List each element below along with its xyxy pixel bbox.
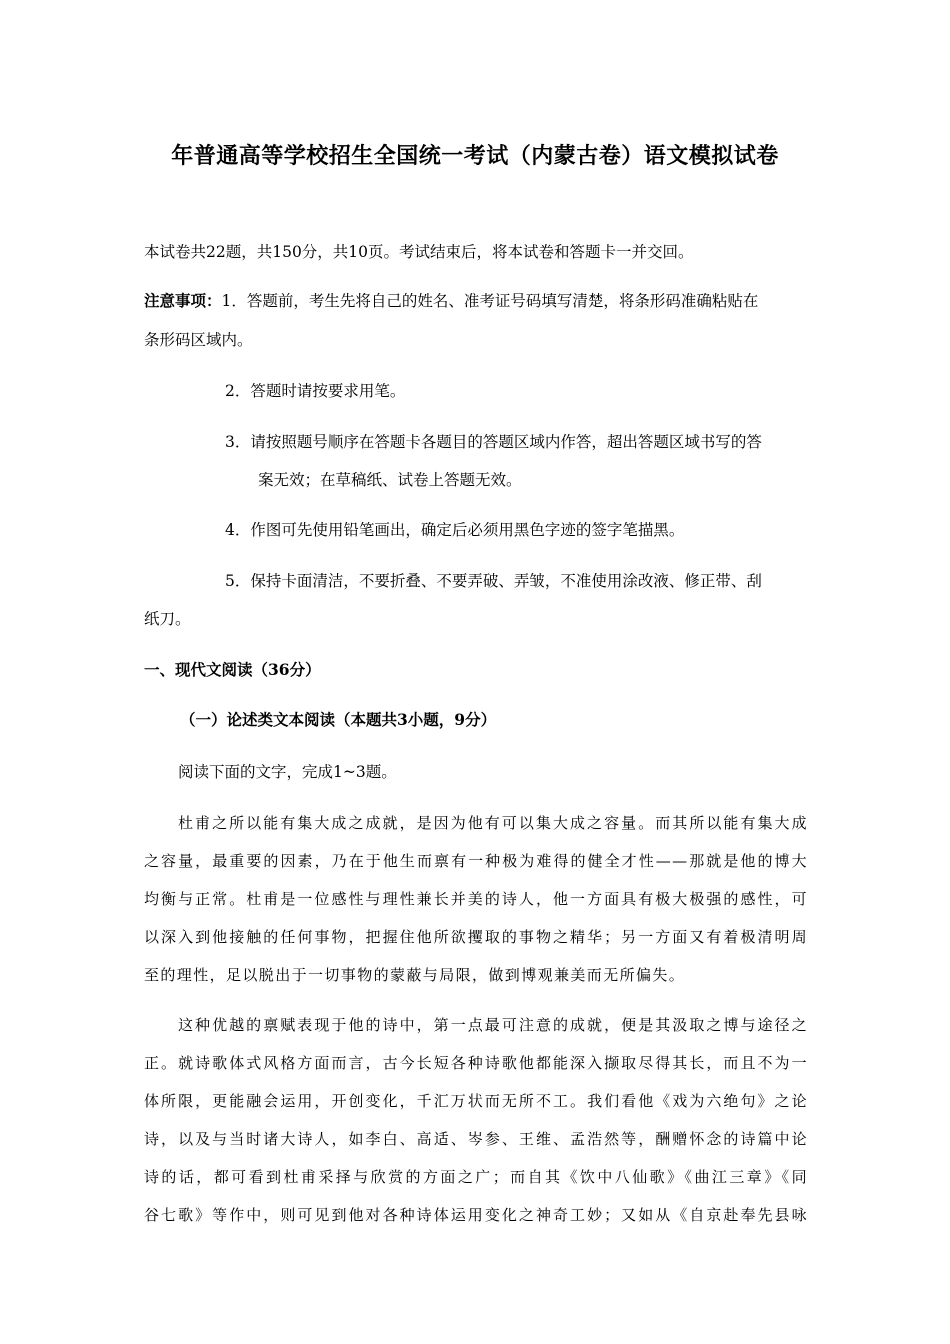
passage-line: 以深入到他接触的任何事物，把握住他所欲攫取的事物之精华；另一方面又有着极清明周 (144, 928, 808, 946)
passage-line: 正。就诗歌体式风格方面而言，古今长短各种诗歌他都能深入撷取尽得其长，而且不为一 (144, 1054, 808, 1072)
exam-intro: 本试卷共22题，共150分，共10页。考试结束后，将本试卷和答题卡一并交回。 (144, 243, 694, 261)
notice-item-1-cont: 条形码区域内。 (144, 331, 253, 349)
notice-item-3: 3．请按照题号顺序在答题卡各题目的答题区域内作答，超出答题区域书写的答 (225, 433, 762, 451)
passage-line: 诗的话，都可看到杜甫采择与欣赏的方面之广；而自其《饮中八仙歌》《曲江三章》《同 (144, 1168, 808, 1186)
notice-item-5: 5．保持卡面清洁，不要折叠、不要弄破、弄皱，不准使用涂改液、修正带、刮 (225, 572, 762, 590)
passage-line: 均衡与正常。杜甫是一位感性与理性兼长并美的诗人，他一方面具有极大极强的感性，可 (144, 890, 808, 908)
section-heading: 一、现代文阅读（36分） (144, 660, 321, 679)
passage-line: 这种优越的禀赋表现于他的诗中，第一点最可注意的成就，便是其汲取之博与途径之 (178, 1016, 808, 1034)
passage-line: 谷七歌》等作中，则可见到他对各种诗体运用变化之神奇工妙；又如从《自京赴奉先县咏 (144, 1206, 808, 1224)
passage-line: 至的理性，足以脱出于一切事物的蒙蔽与局限，做到博观兼美而无所偏失。 (144, 966, 686, 984)
sub-section-heading: （一）论述类文本阅读（本题共3小题，9分） (180, 710, 497, 729)
notice-item-3-cont: 案无效；在草稿纸、试卷上答题无效。 (258, 471, 522, 489)
notice-label: 注意事项： (144, 291, 222, 310)
passage-line: 诗，以及与当时诸大诗人，如李白、高适、岑参、王维、孟浩然等，酬赠怀念的诗篇中论 (144, 1130, 808, 1148)
notice-item-5-cont: 纸刀。 (144, 610, 191, 628)
passage-line: 体所限，更能融会运用，开创变化，千汇万状而无所不工。我们看他《戏为六绝句》之论 (144, 1092, 808, 1110)
notice-item-4: 4．作图可先使用铅笔画出，确定后必须用黑色字迹的签字笔描黑。 (225, 521, 685, 539)
notice-item-1-text: 1．答题前，考生先将自己的姓名、准考证号码填写清楚，将条形码准确粘贴在 (221, 292, 759, 310)
passage-line: 之容量，最重要的因素，乃在于他生而禀有一种极为难得的健全才性——那就是他的博大 (144, 852, 808, 870)
page-title: 年普通高等学校招生全国统一考试（内蒙古卷）语文模拟试卷 (171, 143, 779, 169)
notice-item-1 (144, 289, 808, 313)
notice-item-2: 2．答题时请按要求用笔。 (225, 382, 406, 400)
passage-line: 杜甫之所以能有集大成之成就，是因为他有可以集大成之容量。而其所以能有集大成 (178, 814, 808, 832)
reading-instruction: 阅读下面的文字，完成1~3题。 (178, 763, 397, 781)
